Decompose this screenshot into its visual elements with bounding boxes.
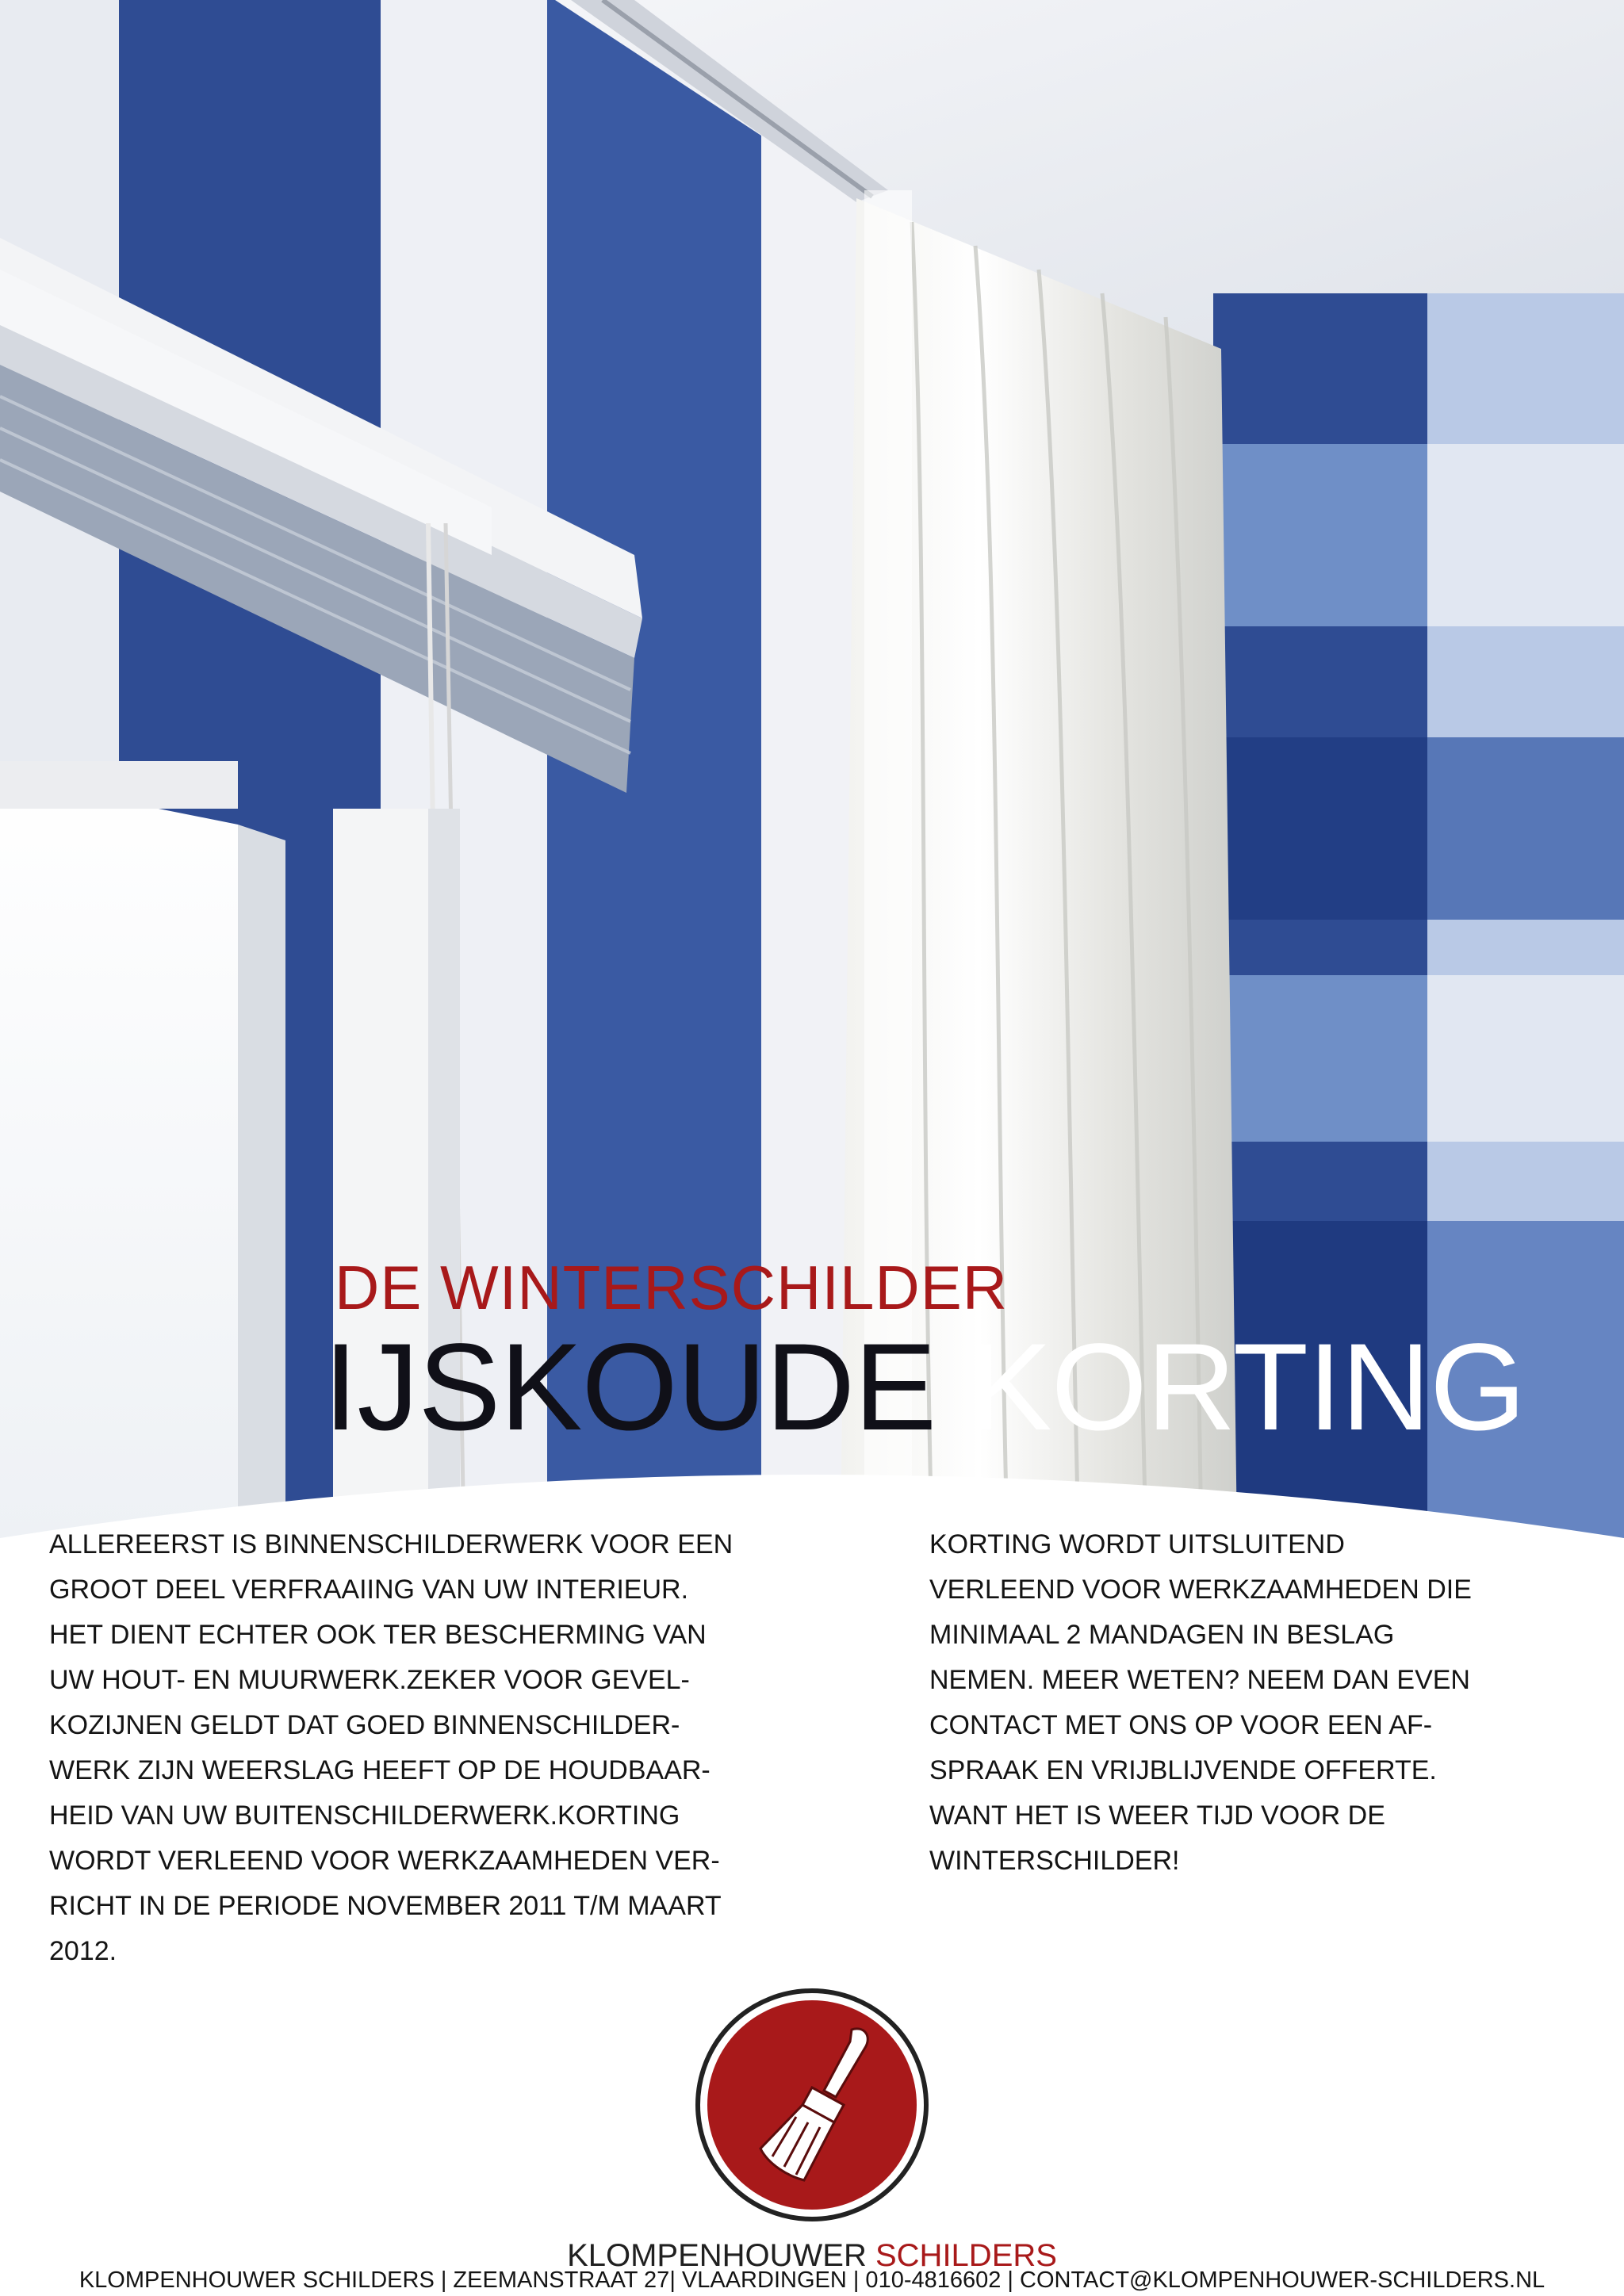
headline-title-light: KORTING [969, 1318, 1526, 1456]
body-left-line: ALLEREERST IS BINNENSCHILDERWERK VOOR EEN [49, 1529, 733, 1559]
body-left-line: 2012. [49, 1936, 117, 1966]
body-left-line: KOZIJNEN GELDT DAT GOED BINNENSCHILDER- [49, 1710, 680, 1740]
brand-name [0, 2240, 1624, 2271]
brand-name-part2: SCHILDERS [866, 2238, 1057, 2273]
paintbrush-icon [693, 1986, 931, 2224]
body-right-line: SPRAAK EN VRIJBLIJVENDE OFFERTE. [929, 1755, 1437, 1785]
body-right-line: WINTERSCHILDER! [929, 1846, 1180, 1876]
body-left-line: WERK ZIJN WEERSLAG HEEFT OP DE HOUDBAAR- [49, 1755, 710, 1785]
body-left-line: GROOT DEEL VERFRAAIING VAN UW INTERIEUR. [49, 1575, 689, 1605]
body-right-line: NEMEN. MEER WETEN? NEEM DAN EVEN [929, 1665, 1470, 1695]
body-left-line: RICHT IN DE PERIODE NOVEMBER 2011 T/M MAART [49, 1891, 722, 1921]
footer-contact: KLOMPENHOUWER SCHILDERS | ZEEMANSTRAAT 27| VLAARDINGEN | 010-4816602 | CONTACT@KLOMPENHOUWER-SCHILDERS.NL [79, 2267, 1545, 2293]
body-left-line: HET DIENT ECHTER OOK TER BESCHERMING VAN [49, 1620, 707, 1650]
body-right-line: WANT HET IS WEER TIJD VOOR DE [929, 1800, 1385, 1831]
headline-title [324, 1318, 1526, 1456]
body-right-line: MINIMAAL 2 MANDAGEN IN BESLAG [929, 1620, 1395, 1650]
body-left-line: HEID VAN UW BUITENSCHILDERWERK.KORTING [49, 1800, 680, 1831]
body-right-line: VERLEEND VOOR WERKZAAMHEDEN DIE [929, 1575, 1472, 1605]
brand-name-part1: KLOMPENHOUWER [567, 2238, 867, 2273]
headline-kicker: DE WINTERSCHILDER [335, 1253, 1009, 1322]
body-right-line: KORTING WORDT UITSLUITEND [929, 1529, 1345, 1559]
headline-title-dark: IJSKOUDE [324, 1318, 936, 1456]
body-right-column [929, 1522, 1624, 1884]
body-left-line: UW HOUT- EN MUURWERK.ZEKER VOOR GEVEL- [49, 1665, 690, 1695]
body-right-line: CONTACT MET ONS OP VOOR EEN AF- [929, 1710, 1433, 1740]
body-left-column [49, 1522, 830, 1974]
body-left-line: WORDT VERLEEND VOOR WERKZAAMHEDEN VER- [49, 1846, 720, 1876]
